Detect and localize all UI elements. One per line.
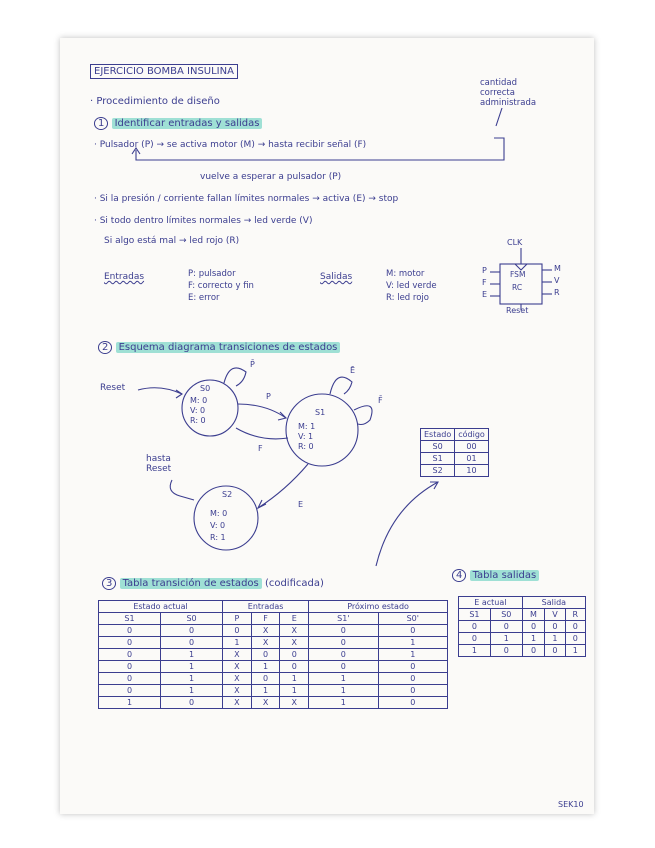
transition-cell: 0 — [99, 649, 161, 661]
salida-item: V: led verde — [386, 281, 437, 291]
entradas-label: Entradas — [104, 272, 145, 282]
output-header: R — [565, 609, 585, 621]
notebook-page — [60, 38, 594, 814]
transition-cell: 0 — [378, 697, 447, 709]
transition-cell: 1 — [309, 685, 378, 697]
step1-line5: Si algo está mal → led rojo (R) — [104, 236, 240, 246]
transition-row — [99, 661, 448, 673]
transition-cell: X — [223, 685, 252, 697]
codes-header: Estado — [421, 429, 455, 441]
fsm-input-e: E — [482, 290, 488, 299]
s0-loop — [224, 368, 246, 386]
transition-header-row — [99, 613, 448, 625]
transition-cell: 0 — [99, 637, 161, 649]
hasta-reset-label — [146, 454, 171, 474]
state-output: V: 1 — [298, 432, 314, 441]
page-title: EJERCICIO BOMBA INSULINA — [90, 64, 238, 79]
fsm-output-m: M — [554, 264, 561, 273]
codes-row — [421, 465, 489, 477]
fsm-clk: CLK — [507, 238, 523, 247]
codes-header-row — [421, 429, 489, 441]
step3-title: Tabla transición de estados — [120, 578, 262, 589]
transition-header: F — [251, 613, 280, 625]
transition-cell: X — [280, 697, 309, 709]
salidas-label: Salidas — [320, 272, 353, 282]
note-line: correcta — [480, 88, 515, 98]
transition-cell: 1 — [161, 673, 223, 685]
output-row — [459, 633, 586, 645]
transition-group-row — [99, 601, 448, 613]
transition-group: Entradas — [223, 601, 309, 613]
transition-cell: 1 — [378, 637, 447, 649]
s2-reset-loop — [170, 480, 194, 500]
transition-row — [99, 685, 448, 697]
transition-cell: 1 — [251, 685, 280, 697]
output-cell: 1 — [490, 633, 522, 645]
output-cell: 0 — [522, 621, 545, 633]
transition-cell: 1 — [161, 649, 223, 661]
transition-cell: 0 — [161, 625, 223, 637]
codes-cell: S0 — [421, 441, 455, 453]
fsm-label: FSM — [510, 270, 526, 279]
output-cell: 0 — [545, 645, 565, 657]
output-cell: 1 — [522, 633, 545, 645]
output-cell: 0 — [459, 621, 491, 633]
fsm-reset: Reset — [506, 306, 529, 315]
transition-cell: 0 — [99, 625, 161, 637]
output-group-row — [459, 597, 586, 609]
note-line: cantidad — [480, 78, 517, 88]
salida-item: M: motor — [386, 269, 425, 279]
transition-table — [98, 600, 448, 709]
codes-table — [420, 428, 489, 477]
transition-cell: 0 — [378, 661, 447, 673]
salida-item: R: led rojo — [386, 293, 429, 303]
label-s1-loop-e: Ē — [350, 366, 356, 375]
transition-cell: 0 — [99, 673, 161, 685]
output-cell: 1 — [459, 645, 491, 657]
output-cell: 0 — [490, 621, 522, 633]
step2-heading — [98, 342, 340, 353]
codes-cell: 01 — [455, 453, 489, 465]
output-cell: 0 — [545, 621, 565, 633]
state-output: R: 0 — [190, 416, 206, 425]
output-header: S0 — [490, 609, 522, 621]
output-cell: 0 — [565, 621, 585, 633]
state-s1-outputs — [298, 422, 315, 452]
fsm-output-r: R — [554, 288, 560, 297]
codes-cell: S1 — [421, 453, 455, 465]
step3-suffix: (codificada) — [264, 578, 324, 589]
transition-cell: 0 — [99, 685, 161, 697]
step1-line2: vuelve a esperar a pulsador (P) — [200, 172, 342, 182]
step2-title: Esquema diagrama transiciones de estados — [116, 342, 341, 353]
state-s2-outputs — [210, 508, 227, 544]
state-s1-name: S1 — [315, 408, 326, 417]
output-body — [459, 621, 586, 657]
transition-cell: 1 — [309, 697, 378, 709]
output-cell: 0 — [490, 645, 522, 657]
transition-row — [99, 697, 448, 709]
fsm-input-f: F — [482, 278, 487, 287]
transition-row — [99, 637, 448, 649]
s1-loop-e — [330, 377, 352, 394]
transition-group: Próximo estado — [309, 601, 448, 613]
transition-cell: 0 — [309, 661, 378, 673]
step3-heading — [102, 578, 324, 589]
step4-title: Tabla salidas — [470, 570, 540, 581]
codes-row — [421, 441, 489, 453]
state-output: V: 0 — [210, 521, 226, 530]
step4-number: 4 — [452, 569, 466, 582]
step1-number: 1 — [94, 117, 108, 130]
output-header: V — [545, 609, 565, 621]
transition-cell: 0 — [223, 625, 252, 637]
codes-arrow — [376, 482, 438, 566]
hasta-line: hasta — [146, 454, 171, 464]
s1-s2-arrowhead — [258, 500, 266, 508]
label-s1-loop-f: F̄ — [378, 396, 383, 405]
transition-header: P — [223, 613, 252, 625]
transition-row — [99, 625, 448, 637]
label-s1-s2: E — [298, 500, 304, 509]
transition-cell: 1 — [161, 661, 223, 673]
transition-header: E — [280, 613, 309, 625]
reset-arrow — [138, 388, 182, 394]
step4-heading — [452, 570, 539, 581]
step1-line3: · Si la presión / corriente fallan límites normales → activa (E) → stop — [94, 194, 399, 204]
fsm-label-rc: RC — [512, 283, 523, 292]
transition-cell: X — [223, 673, 252, 685]
transition-cell: X — [223, 649, 252, 661]
transition-cell: 0 — [99, 661, 161, 673]
transition-cell: 0 — [378, 625, 447, 637]
transition-cell: X — [251, 625, 280, 637]
state-output: M: 1 — [298, 422, 316, 431]
transition-cell: X — [280, 625, 309, 637]
transition-header: S0 — [161, 613, 223, 625]
output-group: E actual — [459, 597, 523, 609]
transition-cell: 0 — [251, 649, 280, 661]
transition-cell: X — [251, 697, 280, 709]
cantidad-arrow — [496, 108, 502, 126]
transition-cell: 1 — [251, 661, 280, 673]
output-header-row — [459, 609, 586, 621]
transition-cell: 0 — [161, 637, 223, 649]
reset-label: Reset — [100, 383, 126, 393]
transition-cell: 0 — [280, 661, 309, 673]
step2-number: 2 — [98, 341, 112, 354]
note-line: administrada — [480, 98, 537, 108]
output-row — [459, 621, 586, 633]
state-s0-name: S0 — [200, 384, 211, 393]
step1-title: Identificar entradas y salidas — [112, 118, 263, 129]
output-header: S1 — [459, 609, 491, 621]
codes-cell: 00 — [455, 441, 489, 453]
codes-cell: 10 — [455, 465, 489, 477]
transition-cell: X — [223, 661, 252, 673]
procedure-line: · Procedimiento de diseño — [90, 96, 220, 107]
state-s1-circle — [286, 394, 358, 466]
state-output: M: 0 — [190, 396, 208, 405]
transition-cell: 0 — [161, 697, 223, 709]
transition-cell: 0 — [378, 685, 447, 697]
transition-cell: 1 — [99, 697, 161, 709]
transition-cell: 1 — [223, 637, 252, 649]
transition-group: Estado actual — [99, 601, 223, 613]
s0-s1-arrow — [238, 404, 286, 418]
state-output: R: 1 — [210, 533, 226, 542]
transition-cell: 1 — [280, 685, 309, 697]
output-header: M — [522, 609, 545, 621]
output-cell: 1 — [565, 645, 585, 657]
transition-header: S1' — [309, 613, 378, 625]
transition-row — [99, 673, 448, 685]
entrada-item: E: error — [188, 293, 220, 303]
transition-cell: 1 — [378, 649, 447, 661]
hasta-line: Reset — [146, 464, 172, 474]
step1-line4: · Si todo dentro límites normales → led verde (V) — [94, 216, 313, 226]
output-cell: 0 — [459, 633, 491, 645]
entrada-item: P: pulsador — [188, 269, 236, 279]
entrada-item: F: correcto y fin — [188, 281, 254, 291]
output-cell: 1 — [545, 633, 565, 645]
transition-cell: 1 — [161, 685, 223, 697]
fsm-output-v: V — [554, 276, 560, 285]
transition-cell: 0 — [309, 625, 378, 637]
transition-cell: 0 — [309, 637, 378, 649]
state-s2-name: S2 — [222, 490, 233, 499]
s1-s0-arrow — [236, 428, 288, 439]
step3-number: 3 — [102, 577, 116, 590]
transition-header: S1 — [99, 613, 161, 625]
transition-cell: 1 — [309, 673, 378, 685]
codes-row — [421, 453, 489, 465]
output-group: Salida — [522, 597, 585, 609]
codes-cell: S2 — [421, 465, 455, 477]
state-output: M: 0 — [210, 509, 228, 518]
transition-cell: 0 — [378, 673, 447, 685]
label-s0-loop: P̄ — [250, 360, 255, 369]
transition-body — [99, 625, 448, 709]
reset-arrowhead — [176, 390, 182, 398]
transition-cell: X — [251, 637, 280, 649]
footer-mark: SEK10 — [558, 800, 584, 809]
transition-header: S0' — [378, 613, 447, 625]
return-arrow — [136, 138, 504, 160]
step1-line1: · Pulsador (P) → se activa motor (M) → hasta recibir señal (F) — [94, 140, 367, 150]
transition-cell: 0 — [309, 649, 378, 661]
codes-header: código — [455, 429, 489, 441]
state-output: R: 0 — [298, 442, 314, 451]
transition-row — [99, 649, 448, 661]
fsm-input-p: P — [482, 266, 487, 275]
label-s1-s0: F — [258, 444, 263, 453]
transition-cell: X — [223, 697, 252, 709]
transition-cell: X — [280, 637, 309, 649]
state-output: V: 0 — [190, 406, 206, 415]
output-row — [459, 645, 586, 657]
state-s0-outputs — [190, 396, 207, 426]
transition-cell: 0 — [280, 649, 309, 661]
output-cell: 0 — [522, 645, 545, 657]
label-s0-s1: P — [266, 392, 271, 401]
transition-cell: 0 — [251, 673, 280, 685]
output-cell: 0 — [565, 633, 585, 645]
transition-cell: 1 — [280, 673, 309, 685]
output-table — [458, 596, 586, 657]
